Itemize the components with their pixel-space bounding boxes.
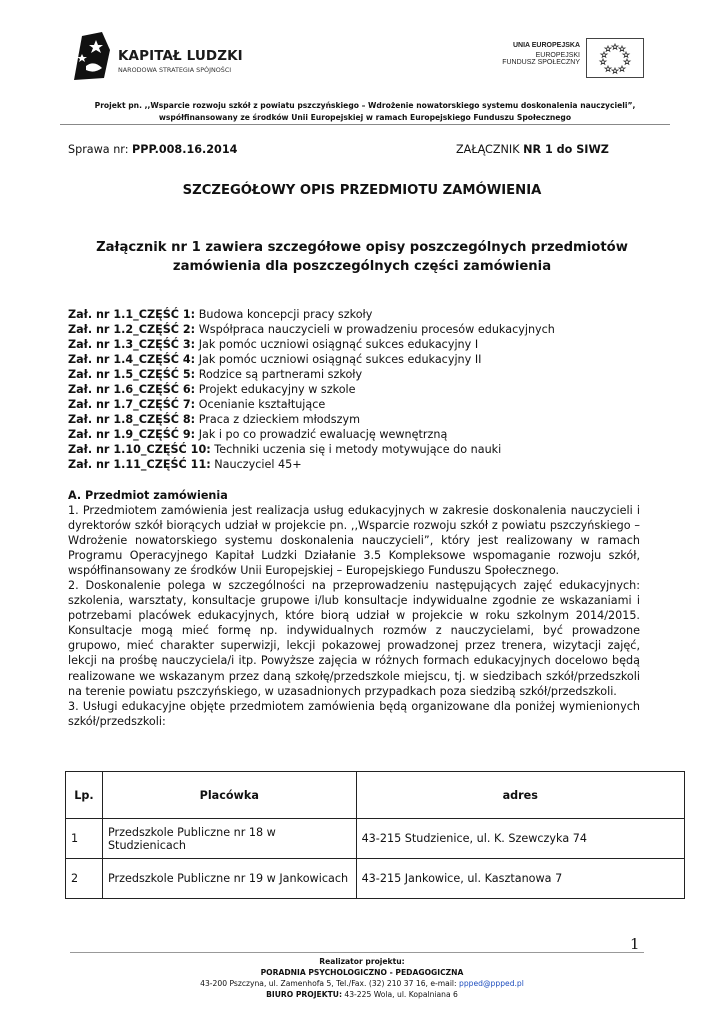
header-placowka: Placówka (102, 772, 356, 819)
paragraph-1: 1. Przedmiotem zamówienia jest realizacja usług edukacyjnych w zakresie doskonalenia nauczycieli i dyrektorów szkół biorących udział w projekcie pn. ,,Wsparcie rozwoju szkół z powiatu pszczyńskiego – Wdrożenie nowatorskiego systemu doskonalenia nauczycieli”, który jest realizowany w ramach Programu Operacyjnego Kapitał Ludzki Działanie 3.5 Kompleksowe wspomaganie rozwoju szkół, współfinansowany ze środków Unii Europejskiej – Europejskiego Funduszu Społecznego. (68, 504, 640, 578)
document-subtitle: Załącznik nr 1 zawiera szczegółowe opisy poszczególnych przedmiotów zamówienia dla poszczególnych części zamówienia (96, 240, 628, 274)
attachment-label: ZAŁĄCZNIK (456, 143, 524, 156)
header-adres: adres (356, 772, 684, 819)
part-item (68, 427, 555, 442)
part-item (68, 337, 555, 352)
footer-line-2 (0, 967, 724, 978)
part-name: Współpraca nauczycieli w prowadzeniu procesów edukacyjnych (195, 323, 555, 336)
cell-placowka: Przedszkole Publiczne nr 18 w Studzienicach (102, 819, 356, 859)
part-ref: Zał. nr 1.5_CZĘŚĆ 5: (68, 368, 196, 381)
attachment-value: NR 1 do SIWZ (523, 143, 609, 156)
footer-office-address: 43-225 Wola, ul. Kopalniana 6 (341, 990, 458, 999)
case-number-value: PPP.008.16.2014 (132, 143, 238, 156)
part-item (68, 382, 555, 397)
part-item (68, 412, 555, 427)
institutions-table (65, 771, 685, 899)
section-a-heading: A. Przedmiot zamówienia (68, 489, 228, 502)
footer-email-link[interactable]: ppped@ppped.pl (459, 979, 524, 988)
part-item (68, 367, 555, 382)
footer-line-4 (0, 989, 724, 1000)
paragraph-2: 2. Doskonalenie polega w szczególności na przeprowadzeniu następujących zajęć edukacyjnych: szkolenia, warsztaty, konsultacje grupowe i/lub konsultacje indywidualne zgodnie ze wskazaniami i potrzebami placówek edukacyjnych, które biorą udział w projekcie w roku szkolnym 2014/2015. Konsultacje mogą mieć formę np. indywidualnych rozmów z nauczycielami, być prowadzone grupowo, mieć charakter superwizji, lekcji pokazowej prowadzonej przez trenera, wizytacji zajęć, lekcji na prośbę nauczyciela/i itp. Powyższe zajęcia w różnych formach edukacyjnych docelowo będą realizowane we wskazanym przez daną szkołę/przedszkole miejscu, tj. w siedzibach szkół/przedszkoli na terenie powiatu pszczyńskiego, w uzasadnionych przypadkach poza siedzibą szkół/przedszkoli. (68, 579, 640, 698)
table-row (66, 859, 685, 899)
page-header (0, 0, 724, 122)
part-ref: Zał. nr 1.2_CZĘŚĆ 2: (68, 323, 196, 336)
part-ref: Zał. nr 1.6_CZĘŚĆ 6: (68, 383, 196, 396)
footer-organization: PORADNIA PSYCHOLOGICZNO - PEDAGOGICZNA (260, 968, 464, 977)
paragraph-3: 3. Usługi edukacyjne objęte przedmiotem zamówienia będą organizowane dla poniżej wymienionych szkół/przedszkoli: (68, 699, 640, 728)
part-name: Jak pomóc uczniowi osiągnąć sukces edukacyjny II (195, 353, 482, 366)
part-name: Jak pomóc uczniowi osiągnąć sukces edukacyjny I (195, 338, 479, 351)
part-ref: Zał. nr 1.8_CZĘŚĆ 8: (68, 413, 196, 426)
part-name: Ocenianie kształtujące (195, 398, 326, 411)
cell-lp: 2 (66, 859, 103, 899)
cell-adres: 43-215 Studzienice, ul. K. Szewczyka 74 (356, 819, 684, 859)
eu-line-1: UNIA EUROPEJSKA (512, 42, 580, 49)
part-name: Jak i po co prowadzić ewaluację wewnętrzną (195, 428, 448, 441)
eu-text-block (500, 42, 580, 66)
part-ref: Zał. nr 1.4_CZĘŚĆ 4: (68, 353, 196, 366)
logo-subtitle: NARODOWA STRATEGIA SPÓJNOŚCI (118, 66, 232, 74)
cell-placowka: Przedszkole Publiczne nr 19 w Jankowicach (102, 859, 356, 899)
page-number: 1 (630, 935, 640, 953)
eu-line-3: FUNDUSZ SPOŁECZNY (502, 59, 580, 66)
footer-divider (70, 952, 644, 953)
part-item (68, 442, 555, 457)
part-ref: Zał. nr 1.3_CZĘŚĆ 3: (68, 338, 196, 351)
part-ref: Zał. nr 1.10_CZĘŚĆ 10: (68, 443, 211, 456)
part-item (68, 352, 555, 367)
table-header-row (66, 772, 685, 819)
part-item (68, 397, 555, 412)
case-number (68, 143, 237, 156)
part-name: Nauczyciel 45+ (210, 458, 302, 471)
part-item (68, 457, 555, 472)
table-row (66, 819, 685, 859)
eu-flag-icon (586, 38, 644, 78)
part-item (68, 322, 555, 337)
header-divider (60, 124, 670, 125)
part-name: Praca z dzieckiem młodszym (195, 413, 360, 426)
attachment-number (456, 143, 609, 156)
part-item (68, 307, 555, 322)
case-number-label: Sprawa nr: (68, 143, 133, 156)
footer-office-label: BIURO PROJEKTU: (266, 990, 342, 999)
part-name: Budowa koncepcji pracy szkoły (195, 308, 373, 321)
part-ref: Zał. nr 1.1_CZĘŚĆ 1: (68, 308, 196, 321)
header-lp: Lp. (66, 772, 103, 819)
eu-line-2: EUROPEJSKI (535, 52, 580, 59)
part-name: Techniki uczenia się i metody motywujące do nauki (210, 443, 502, 456)
part-name: Rodzice są partnerami szkoły (195, 368, 363, 381)
page-footer (0, 956, 724, 1000)
kapital-ludzki-logo (68, 30, 268, 84)
footer-line-1 (0, 956, 724, 967)
footer-realizator: Realizator projektu: (319, 957, 405, 966)
part-ref: Zał. nr 1.11_CZĘŚĆ 11: (68, 458, 211, 471)
section-a-body (68, 503, 640, 729)
document-title: SZCZEGÓŁOWY OPIS PRZEDMIOTU ZAMÓWIENIA (182, 183, 542, 198)
project-description: Projekt pn. ,,Wsparcie rozwoju szkół z powiatu pszczyńskiego – Wdrożenie nowatorskiego systemu doskonalenia nauczycieli”, współfinansowany ze środków Unii Europejskiej w ramach Europejskiego Funduszu Społecznego (94, 101, 636, 122)
footer-line-3 (0, 978, 724, 989)
cell-adres: 43-215 Jankowice, ul. Kasztanowa 7 (356, 859, 684, 899)
footer-address: 43-200 Pszczyna, ul. Zamenhofa 5, Tel./Fax. (32) 210 37 16, e-mail: (200, 979, 460, 988)
cell-lp: 1 (66, 819, 103, 859)
kapital-ludzki-emblem-icon (68, 30, 114, 82)
parts-list (68, 307, 555, 472)
part-ref: Zał. nr 1.9_CZĘŚĆ 9: (68, 428, 196, 441)
logo-title: KAPITAŁ LUDZKI (118, 48, 243, 64)
part-name: Projekt edukacyjny w szkole (195, 383, 356, 396)
part-ref: Zał. nr 1.7_CZĘŚĆ 7: (68, 398, 196, 411)
